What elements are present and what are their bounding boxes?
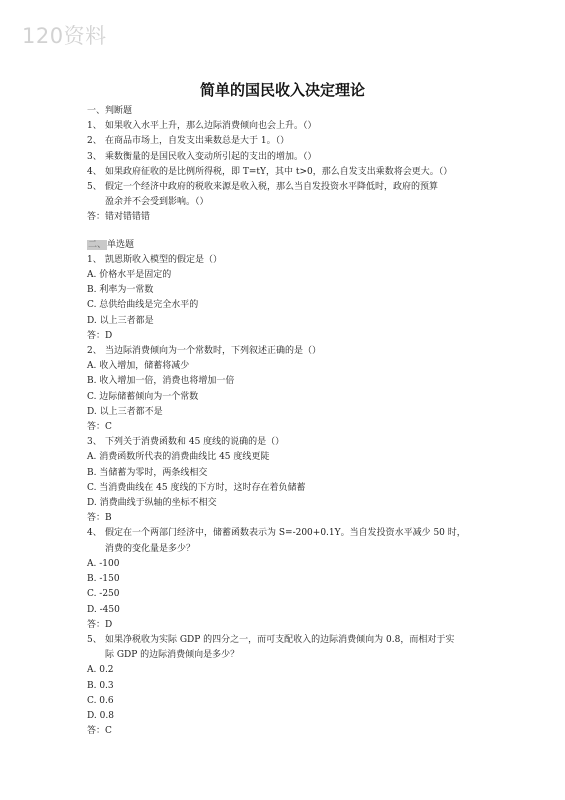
question-number: 1、 bbox=[87, 254, 102, 265]
answer-option: B. 当储蓄为零时，两条线相交 bbox=[87, 467, 208, 478]
question-number: 5、 bbox=[87, 634, 102, 645]
answer-option: A. 0.2 bbox=[87, 665, 114, 676]
question-number: 3、 bbox=[87, 437, 102, 448]
question-answer: 答：C bbox=[87, 726, 112, 737]
answer-option: D. 0.8 bbox=[87, 710, 114, 721]
question-item bbox=[87, 435, 497, 450]
question-text: 如果收入水平上升，那么边际消费倾向也会上升。（） bbox=[105, 121, 317, 132]
question-item bbox=[87, 344, 497, 359]
question-text-continued: 消费的变化量是多少？ bbox=[105, 543, 196, 554]
answer-option: B. 0.3 bbox=[87, 680, 114, 691]
question-item bbox=[87, 180, 497, 195]
watermark-logo: 120资料 bbox=[22, 24, 107, 48]
question-item bbox=[87, 253, 497, 268]
answer-option: D. 消费曲线于纵轴的坐标不相交 bbox=[87, 498, 217, 509]
question-answer: 答：D bbox=[87, 619, 113, 630]
question-item bbox=[87, 150, 497, 165]
question-number: 2、 bbox=[87, 346, 102, 357]
question-number: 1、 bbox=[87, 121, 102, 132]
section-answer: 答：错对错错错 bbox=[87, 212, 151, 223]
section-heading-label: 单选题 bbox=[107, 239, 135, 250]
question-item bbox=[87, 119, 497, 134]
single-choice-list bbox=[87, 253, 497, 740]
question-number: 3、 bbox=[87, 151, 102, 162]
section-heading-single-choice bbox=[87, 238, 497, 253]
true-false-list bbox=[87, 119, 497, 210]
question-answer: 答：C bbox=[87, 422, 112, 433]
answer-option: C. 当消费曲线在 45 度线的下方时，这时存在着负储蓄 bbox=[87, 482, 306, 493]
answer-option: C. 0.6 bbox=[87, 695, 114, 706]
answer-option: C. 边际储蓄倾向为一个常数 bbox=[87, 391, 199, 402]
question-text-continued: 际 GDP 的边际消费倾向是多少？ bbox=[105, 650, 240, 661]
question-text: 假定一个经济中政府的税收来源是收入税，那么当自发投资水平降低时，政府的预算 bbox=[105, 182, 439, 193]
answer-option: B. 收入增加一倍，消费也将增加一倍 bbox=[87, 376, 235, 387]
question-text: 如果政府征收的是比例所得税，即 T=tY，其中 t>0，那么自发支出乘数将会更大。（） bbox=[105, 166, 453, 177]
question-number: 2、 bbox=[87, 136, 102, 147]
page-title: 简单的国民收入决定理论 bbox=[199, 81, 365, 99]
section-heading-true-false: 一、判断题 bbox=[87, 106, 133, 116]
highlight-mark: 二、 bbox=[88, 239, 107, 250]
question-item bbox=[87, 134, 497, 149]
question-text: 假定在一个两部门经济中，储蓄函数表示为 S=-200+0.1Y。当自发投资水平减少 50 时， bbox=[105, 528, 466, 539]
answer-option: A. 收入增加，储蓄将减少 bbox=[87, 361, 190, 372]
question-text: 如果净税收为实际 GDP 的四分之一，而可支配收入的边际消费倾向为 0.8，而相对于实 bbox=[105, 634, 455, 645]
answer-option: B. -150 bbox=[87, 574, 120, 585]
question-text: 凯恩斯收入模型的假定是（） bbox=[105, 254, 223, 265]
question-text: 在商品市场上，自发支出乘数总是大于 1。（） bbox=[105, 136, 290, 147]
answer-option: A. 消费函数所代表的消费曲线比 45 度线更陡 bbox=[87, 452, 270, 463]
answer-option: B. 利率为一常数 bbox=[87, 285, 154, 296]
answer-option: A. -100 bbox=[87, 558, 120, 569]
question-answer: 答：D bbox=[87, 330, 113, 341]
question-number: 4、 bbox=[87, 528, 102, 539]
answer-option: D. 以上三者都不是 bbox=[87, 406, 163, 417]
question-text: 下列关于消费函数和 45 度线的说确的是（） bbox=[105, 437, 285, 448]
document-body bbox=[87, 104, 497, 739]
question-answer: 答：B bbox=[87, 513, 112, 524]
question-text: 乘数衡量的是国民收入变动所引起的支出的增加。（） bbox=[105, 151, 317, 162]
question-number: 5、 bbox=[87, 182, 102, 193]
answer-option: C. -250 bbox=[87, 589, 120, 600]
question-item bbox=[87, 165, 497, 180]
question-number: 4、 bbox=[87, 166, 102, 177]
answer-option: D. 以上三者都是 bbox=[87, 315, 154, 326]
question-item bbox=[87, 526, 497, 541]
answer-option: A. 价格水平是固定的 bbox=[87, 270, 172, 281]
answer-option: C. 总供给曲线是完全水平的 bbox=[87, 300, 199, 311]
question-item bbox=[87, 633, 497, 648]
question-text: 当边际消费倾向为一个常数时，下列叙述正确的是（） bbox=[105, 346, 322, 357]
answer-option: D. -450 bbox=[87, 604, 120, 615]
question-text-continued: 盈余并不会受到影响。（） bbox=[105, 197, 209, 208]
